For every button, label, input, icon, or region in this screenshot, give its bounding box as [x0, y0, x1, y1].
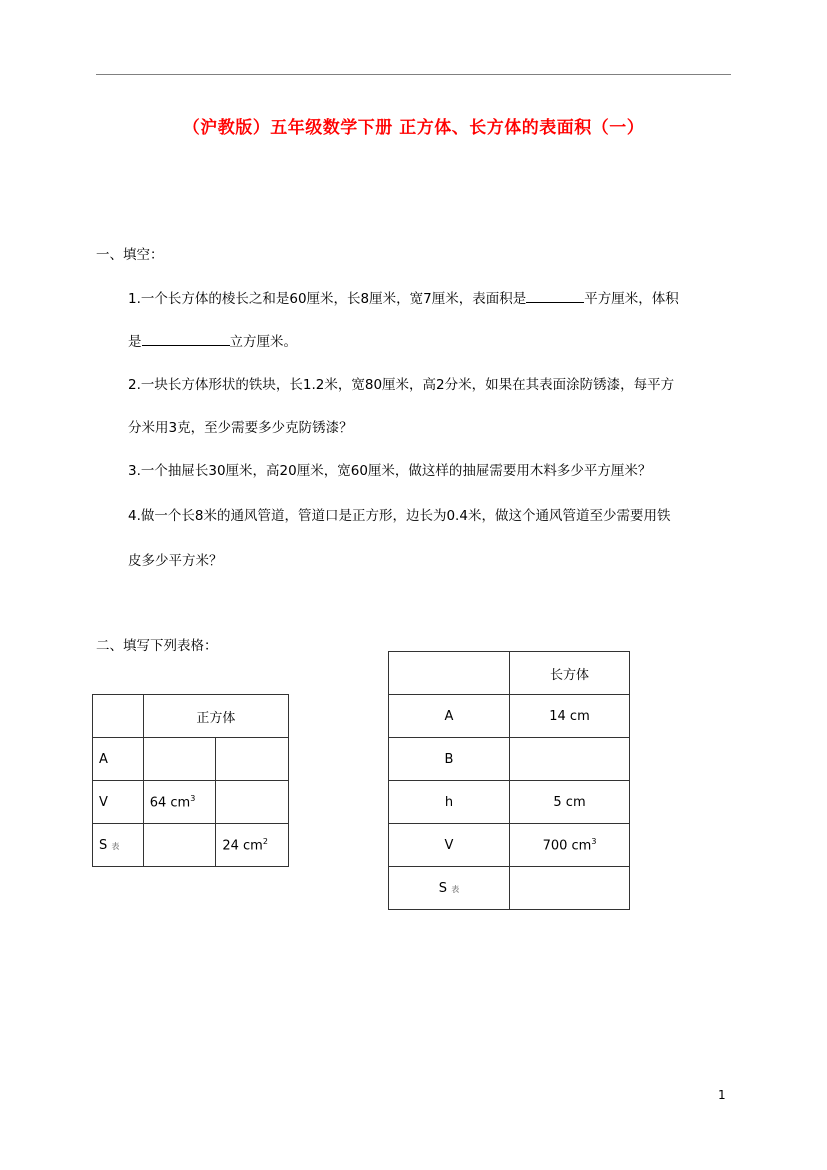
row-label: h	[389, 781, 510, 824]
section-2-heading: 二、填写下列表格：	[96, 638, 218, 654]
cube-cell[interactable]	[143, 738, 216, 781]
question-2-line-1: 2.一块长方体形状的铁块，长1.2米，宽80厘米，高2分米，如果在其表面涂防锈漆，每平方	[128, 377, 675, 393]
row-label: V	[93, 781, 144, 824]
header-rule	[96, 74, 731, 75]
question-1-line-1	[128, 287, 679, 307]
cube-cell[interactable]	[143, 824, 216, 867]
q1-text-a: 1.一个长方体的棱长之和是60厘米，长8厘米，宽7厘米，表面积是	[128, 291, 527, 307]
row-label: A	[389, 695, 510, 738]
cube-cell[interactable]: 24 $cm^2$	[216, 824, 289, 867]
q1-text-b: 平方厘米，体积	[584, 291, 679, 307]
table-row	[389, 824, 630, 867]
cuboid-cell[interactable]	[510, 867, 630, 910]
question-4-line-2: 皮多少平方米？	[128, 553, 223, 569]
row-label: S 表	[389, 867, 510, 910]
q1-text-c: 是	[128, 334, 142, 350]
table-row	[389, 738, 630, 781]
row-label: B	[389, 738, 510, 781]
corner-cell	[93, 695, 144, 738]
cuboid-table	[388, 651, 630, 910]
corner-cell	[389, 652, 510, 695]
cube-cell[interactable]	[216, 781, 289, 824]
question-4-line-1: 4.做一个长8米的通风管道，管道口是正方形，边长为0.4米，做这个通风管道至少需要用铁	[128, 508, 671, 524]
row-label: S 表	[93, 824, 144, 867]
cuboid-cell[interactable]: 700 $cm^3$	[510, 824, 630, 867]
table-row	[389, 652, 630, 695]
q1-text-d: 立方厘米。	[229, 334, 297, 350]
section-1-heading: 一、填空：	[96, 247, 164, 263]
surface-area-blank[interactable]	[526, 290, 584, 303]
question-2-line-2: 分米用3克，至少需要多少克防锈漆？	[128, 420, 353, 436]
table-row	[93, 738, 289, 781]
cube-table	[92, 694, 289, 867]
table-row	[389, 781, 630, 824]
cube-cell[interactable]	[216, 738, 289, 781]
cube-cell[interactable]: 64 $cm^3$	[143, 781, 216, 824]
cuboid-header: 长方体	[510, 652, 630, 695]
table-row	[93, 824, 289, 867]
row-label: A	[93, 738, 144, 781]
table-row	[93, 781, 289, 824]
document-title: （沪教版）五年级数学下册 正方体、长方体的表面积（一）	[182, 118, 645, 138]
cuboid-cell[interactable]: 5 cm	[510, 781, 630, 824]
cuboid-cell[interactable]: 14 cm	[510, 695, 630, 738]
table-row	[389, 867, 630, 910]
question-1-line-2	[128, 330, 297, 350]
cuboid-cell[interactable]	[510, 738, 630, 781]
table-row	[389, 695, 630, 738]
page-number: 1	[718, 1088, 726, 1102]
row-label: V	[389, 824, 510, 867]
volume-blank[interactable]	[142, 333, 230, 346]
question-3: 3.一个抽屉长30厘米，高20厘米，宽60厘米，做这样的抽屉需要用木料多少平方厘米？	[128, 463, 652, 479]
cube-header: 正方体	[143, 695, 288, 738]
table-row	[93, 695, 289, 738]
